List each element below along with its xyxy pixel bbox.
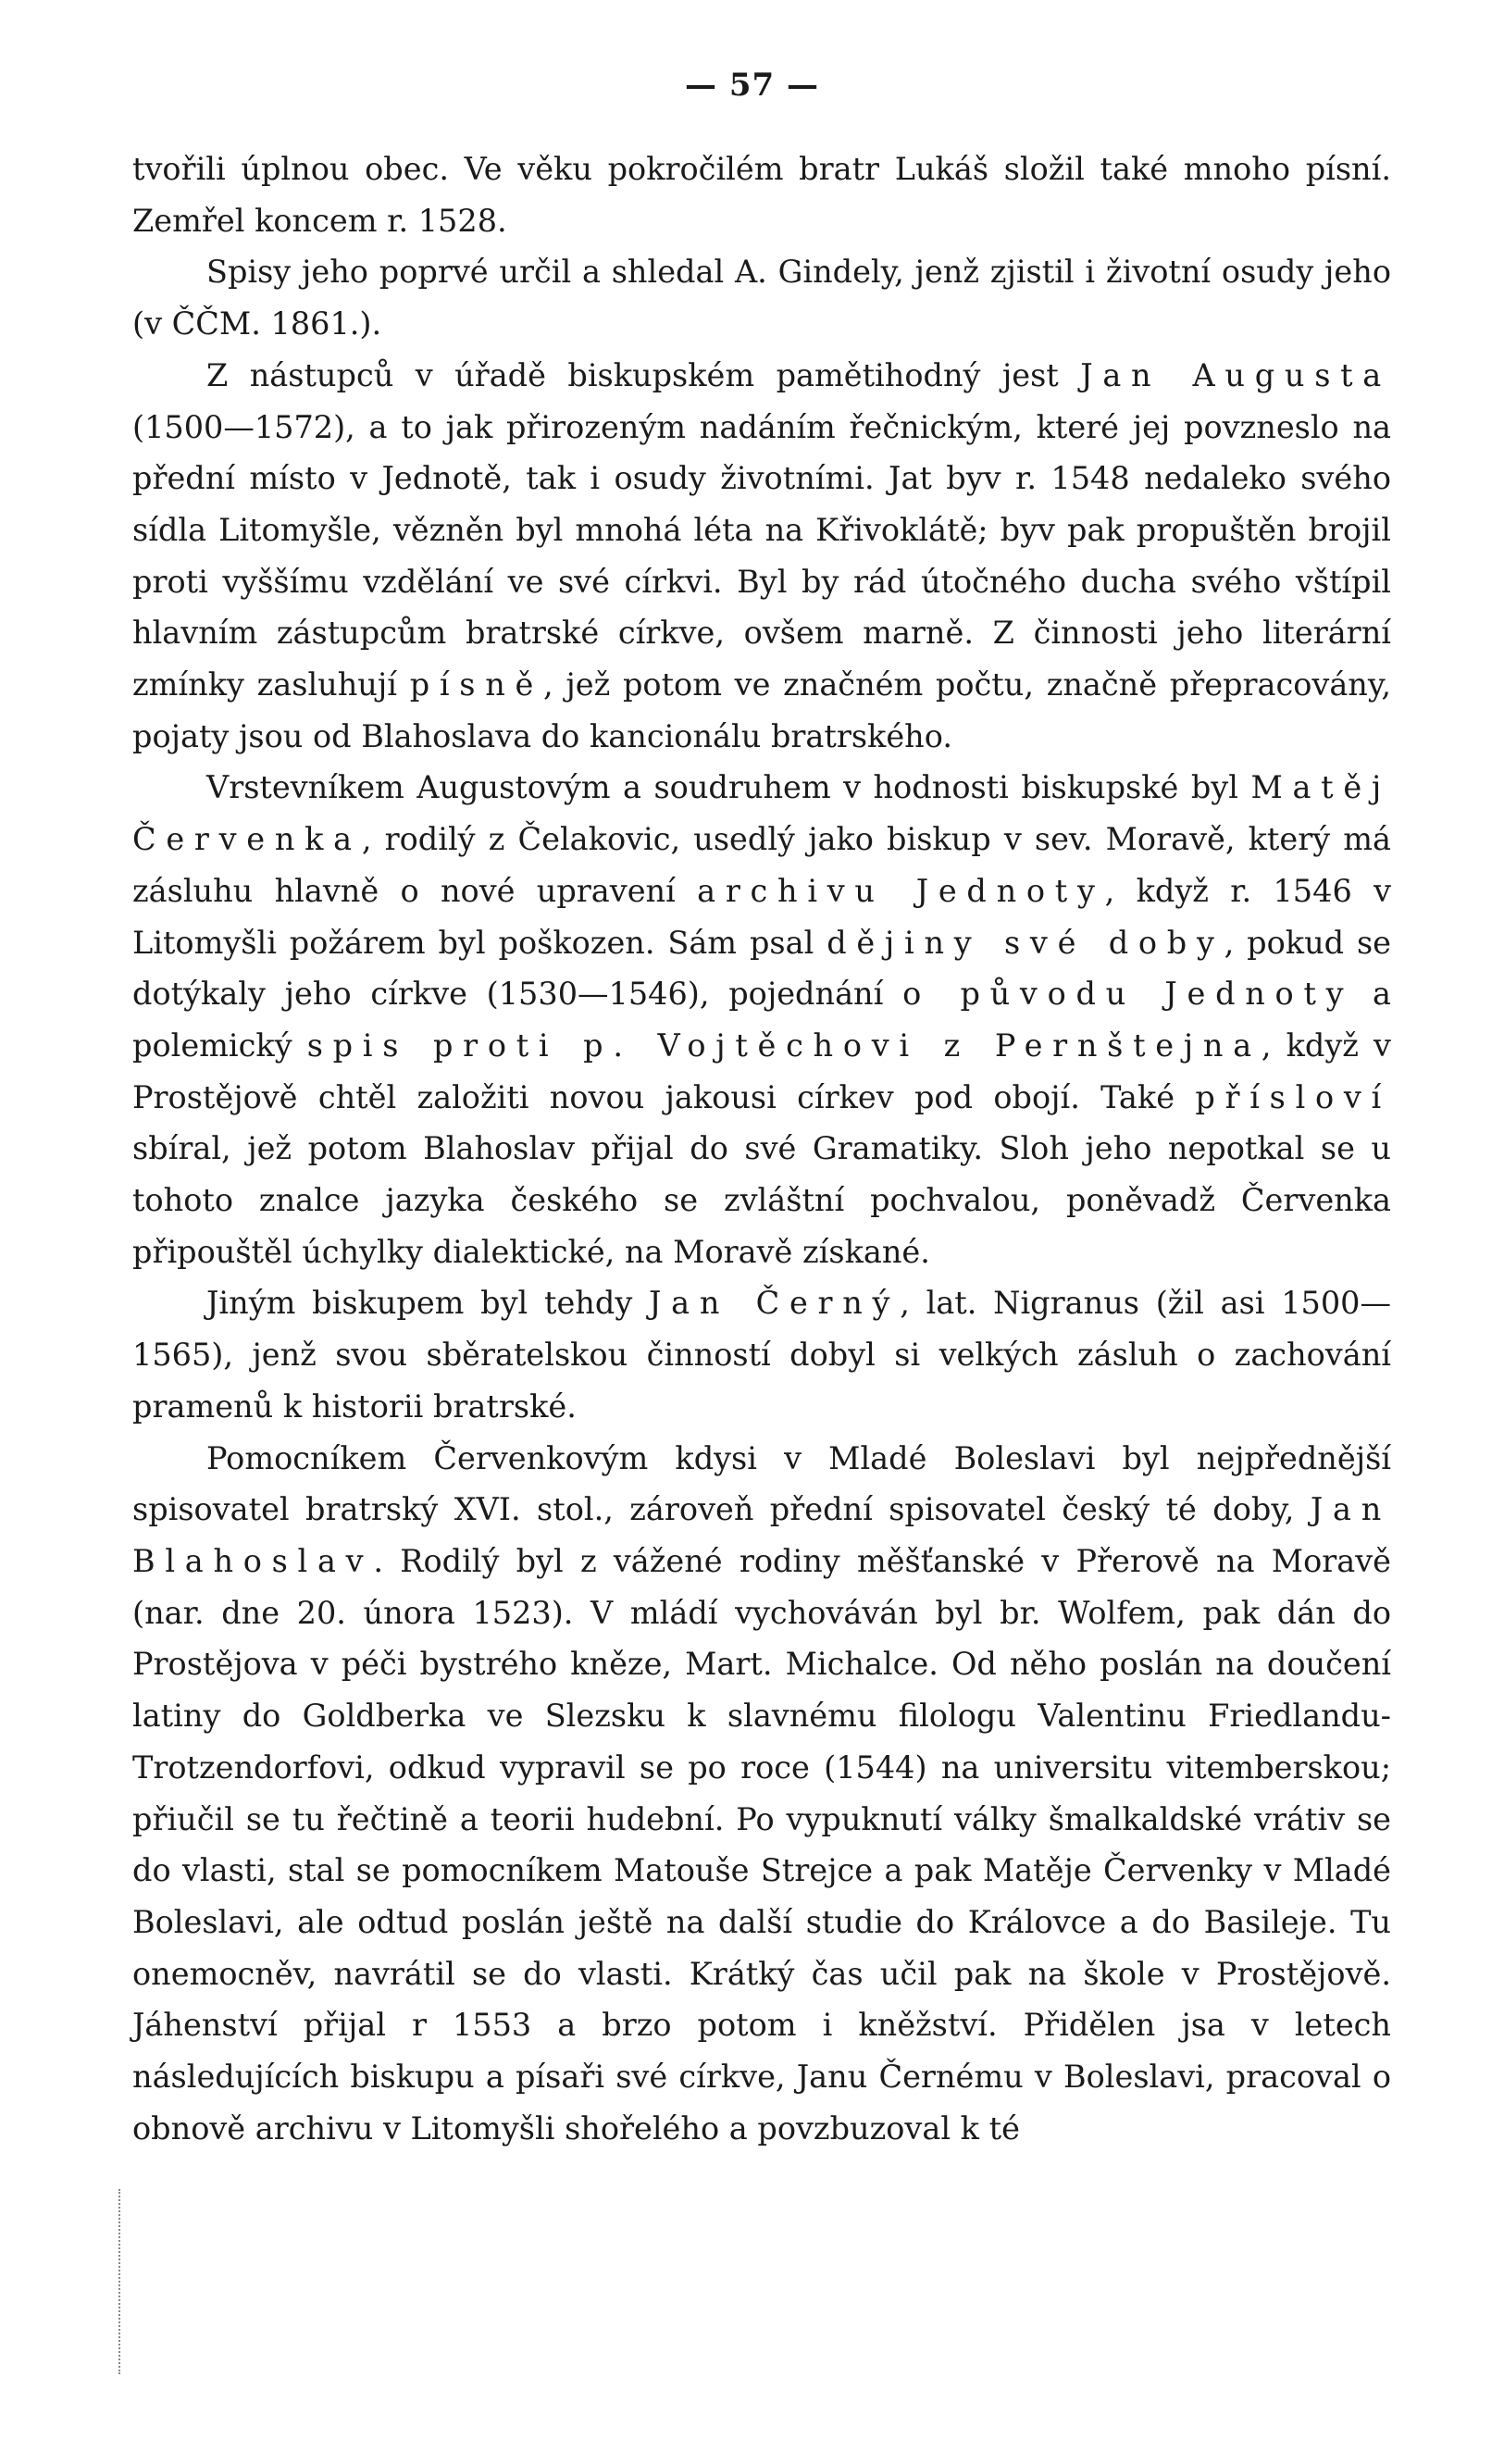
text-run: Pomocníkem Červenkovým kdysi v Mladé Boleslavi byl nejpřednější spisovatel bratrský XVI. stol., zároveň přední spisovatel český té doby, [132, 1439, 1391, 1528]
spaced-emphasis-text: písně [409, 666, 544, 703]
paragraph [132, 350, 1391, 763]
body-text [132, 143, 1391, 2154]
text-run: , jež potom ve značném počtu, značně přepracovány, pojaty jsou od Blahoslava do kancionálu bratrského. [132, 666, 1391, 754]
text-run: a polemický [132, 976, 1392, 1064]
text-run: , když r. 1546 v Litomyšli požárem byl poškozen. Sám psal [132, 872, 1391, 961]
page-number: — 57 — [685, 67, 819, 104]
text-run: , pokud se dotýkaly jeho církve (1530—1546), pojednání [132, 924, 1392, 1013]
text-run: Jiným biskupem byl tehdy [206, 1285, 650, 1322]
text-run: tvořili úplnou obec. Ve věku pokročilém bratr Lukáš složil také mnoho písní. Zemřel koncem r. 1528. [132, 151, 1391, 239]
paragraph [132, 1277, 1391, 1432]
spaced-emphasis-text: o původu Jednoty [902, 976, 1354, 1013]
text-run: Z nástupců v úřadě biskupském pamětihodný jest [206, 356, 1081, 393]
spaced-emphasis-text: Jan Augusta [1080, 356, 1391, 393]
paragraph [132, 1433, 1391, 2155]
margin-annotation-marks [118, 2189, 130, 2374]
text-run: , když v Prostějově chtěl založiti novou jakousi církev pod obojí. Také [132, 1027, 1391, 1115]
text-run: , rodilý z Čelakovic, usedlý jako biskup v sev. Moravě, který má zásluhu hlavně o nové upravení [132, 821, 1391, 909]
text-run: Vrstevníkem Augustovým a soudruhem v hodnosti biskupské byl [206, 769, 1251, 806]
paragraph [132, 246, 1391, 349]
text-run: sbíral, jež potom Blahoslav přijal do své Gramatiky. Sloh jeho nepotkal se u tohoto znalce jazyka českého se zvláštní pochvalou, poněvadž Červenka připouštěl úchylky dialektické, na Moravě získané. [132, 1130, 1391, 1270]
spaced-emphasis-text: přísloví [1195, 1078, 1391, 1115]
text-run: . Rodilý byl z vážené rodiny měšťanské v Přerově na Moravě (nar. dne 20. února 1523). V mládí vychováván byl br. Wolfem, pak dán do Prostějova v péči bystrého kněze, Mart. Michalce. Od něho poslán na doučení latiny do Goldberka ve Slezsku k slavnému filologu Valentinu Friedlandu-Trotzendorfovi, odkud vypravil se po roce (1544) na universitu vitemberskou; přiučil se tu řečtině a teorii hudební. Po vypuknutí války šmalkaldské vrátiv se do vlasti, stal se pomocníkem Matouše Strejce a pak Matěje Červenky v Mladé Boleslavi, ale odtud poslán ještě na další studie do Královce a do Basileje. Tu onemocněv, navrátil se do vlasti. Krátký čas učil pak na škole v Prostějově. Jáhenství přijal r 1553 a brzo potom i kněžství. Přidělen jsa v letech následujících biskupu a písaři své církve, Janu Černému v Boleslavi, pracoval o obnově archivu v Litomyšli shořelého a povzbuzoval k té [132, 1542, 1391, 2147]
text-run: Spisy jeho poprvé určil a shledal A. Gindely, jenž zjistil i životní osudy jeho (v ČČM. 1861.). [132, 254, 1391, 342]
spaced-emphasis-text: Jan Černý [649, 1285, 901, 1322]
paragraph [132, 143, 1391, 246]
spaced-emphasis-text: spis proti p. Vojtěchovi z Pernštejna [306, 1027, 1262, 1064]
spaced-emphasis-text: dějiny své doby [827, 924, 1224, 961]
spaced-emphasis-text: Matěj Červenka [132, 769, 1391, 858]
spaced-emphasis-text: Jan Blahoslav [132, 1491, 1391, 1579]
spaced-emphasis-text: archivu Jednoty [697, 872, 1105, 909]
paragraph [132, 762, 1391, 1277]
text-run: (1500—1572), a to jak přirozeným nadáním řečnickým, které jej povzneslo na přední místo v Jednotě, tak i osudy životními. Jat byv r. 1548 nedaleko svého sídla Litomyšle, vězněn byl mnohá léta na Křivoklátě; byv pak propuštěn brojil proti vyššímu vzdělání ve své církvi. Byl by rád útočného ducha svého vštípil hlavním zástupcům bratrské církve, ovšem marně. Z činnosti jeho literární zmínky zasluhují [132, 408, 1391, 703]
text-run: , lat. Nigranus (žil asi 1500—1565), jenž svou sběratelskou činností dobyl si velkých zásluh o zachování pramenů k historii bratrské. [132, 1285, 1391, 1425]
